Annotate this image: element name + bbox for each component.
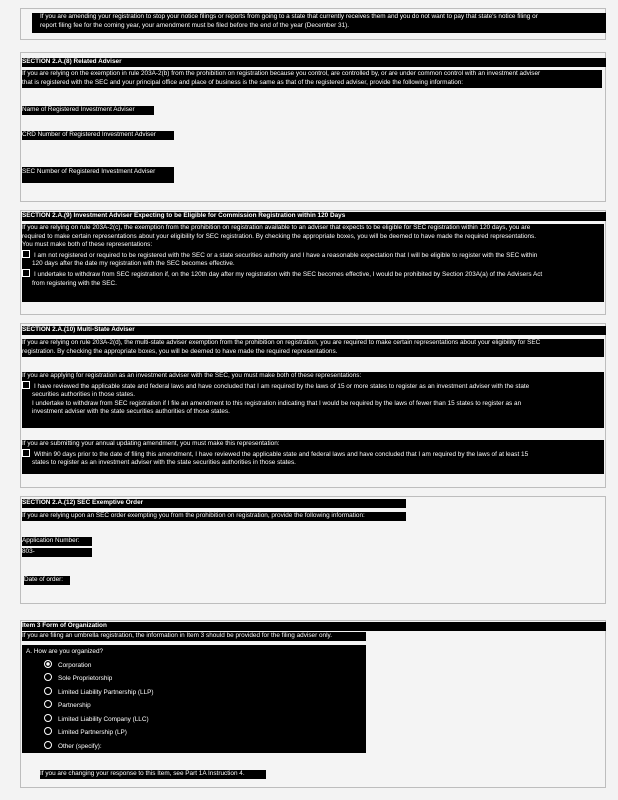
intro-line: registration. By checking the appropriate boxes, you will be deemed to have made the required representations. <box>22 347 338 355</box>
intro-line: If you are relying on rule 203A-2(d), the multi-state adviser exemption from the prohibition on registration, you are required to make certain representations about your eligibility for SEC <box>22 339 541 346</box>
intro-line: that is registered with the SEC and your principal office and place of business is the same as that of the registered adviser, provide the following information: <box>22 78 464 86</box>
sec-order-intro: If you are relying upon an SEC order exempting you from the prohibition on registration, provide the following information: <box>22 512 406 521</box>
organization-option-label: Limited Liability Company (LLC) <box>58 715 149 723</box>
radio-button[interactable] <box>44 660 52 668</box>
organization-options <box>22 659 366 754</box>
organization-body <box>22 645 366 753</box>
radio-button[interactable] <box>44 714 52 722</box>
multistate-annual <box>22 440 604 474</box>
representation-1-checkbox[interactable] <box>22 250 30 258</box>
organization-option[interactable] <box>44 672 366 686</box>
organization-option[interactable] <box>44 686 366 700</box>
applying-label: If you are applying for registration as an investment adviser with the SEC, you must make both of these representations: <box>22 372 362 379</box>
intro-line: If you are relying on the exemption in rule 203A-2(b) from the prohibition on registration because you control, are controlled by, or are under common control with an investment adviser <box>22 70 541 77</box>
top-note-line: report filing fee for the coming year, your amendment must be filed before the end of the year (December 31). <box>40 21 350 29</box>
application-number-label: Application Number: <box>22 537 92 546</box>
multistate-representation-1: I have reviewed the applicable state and federal laws and have concluded that I am required by the laws of 15 or more states to register as an investment adviser with the state <box>22 381 604 392</box>
intro-line: required to make certain representations about your eligibility for SEC registration. By checking the appropriate boxes, you will be deemed to have made the required representations. <box>22 232 537 240</box>
annual-label: If you are submitting your annual updating amendment, you must make this representation: <box>22 440 280 447</box>
expecting-representation-1: I am not registered or required to be registered with the SEC or a state securities authority and I have a reasonable expectation that I will be eligible to register with the SEC within <box>22 250 604 261</box>
top-note-line: If you are amending your registration to stop your notice filings or reports from going to a state that currently receives them and you do not want to pay that state's notice filing or <box>40 13 538 20</box>
intro-line: You must make both of these representations: <box>22 241 153 249</box>
multistate-rep-1-checkbox[interactable] <box>22 381 30 389</box>
application-number-value[interactable]: 803- <box>22 548 92 557</box>
representation-line: investment adviser with the state securities authorities of those states. <box>32 408 230 416</box>
related-adviser-crd-label: CRD Number of Registered Investment Adviser <box>22 131 174 140</box>
multistate-heading: SECTION 2.A.(10) Multi-State Adviser <box>22 326 606 335</box>
multistate-intro <box>22 339 604 357</box>
organization-option-label: Corporation <box>58 661 92 669</box>
organization-option[interactable] <box>44 699 366 713</box>
organization-option[interactable] <box>44 740 366 754</box>
multistate-applying <box>22 372 604 428</box>
representation-line: states to register as an investment adviser with the state securities authorities in those states. <box>32 459 296 467</box>
organization-intro: If you are filing an umbrella registration, the information in Item 3 should be provided for the filing adviser only. <box>22 632 366 641</box>
related-adviser-heading: SECTION 2.A.(8) Related Adviser <box>22 58 606 67</box>
multistate-representation-3: Within 90 days prior to the date of filing this amendment, I have reviewed the applicable state and federal laws and have concluded that I am required by the laws of at least 15 <box>22 449 604 460</box>
sec-order-heading: SECTION 2.A.(12) SEC Exemptive Order <box>22 499 406 508</box>
intro-line: If you are relying on rule 203A-2(c), the exemption from the prohibition on registration available to an adviser that expects to be eligible for SEC registration within 120 days, you are <box>22 224 531 231</box>
representation-2-checkbox[interactable] <box>22 269 30 277</box>
date-of-order-label: Date of order: <box>24 576 70 585</box>
representation-line: from registering with the SEC. <box>32 279 117 287</box>
organization-option-label: Other (specify): <box>58 742 102 750</box>
organization-question: A. How are you organized? <box>26 648 104 655</box>
top-note <box>32 13 606 33</box>
organization-option-label: Partnership <box>58 702 91 709</box>
radio-button[interactable] <box>44 700 52 708</box>
organization-option-label: Sole Proprietorship <box>58 675 113 682</box>
expecting-heading: SECTION 2.A.(9) Investment Adviser Expecting to be Eligible for Commission Registration within 120 Days <box>22 212 606 221</box>
related-adviser-name-label: Name of Registered Investment Adviser <box>22 106 154 115</box>
organization-heading: Item 3 Form of Organization <box>22 622 606 631</box>
radio-button[interactable] <box>44 741 52 749</box>
multistate-representation-2: I undertake to withdraw from SEC registration if I file an amendment to this registration indicating that I would be required by the laws of fewer than 15 states to register as an <box>32 399 522 407</box>
related-adviser-sec-label: SEC Number of Registered Investment Adviser <box>22 167 174 183</box>
organization-footnote: If you are changing your response to this Item, see Part 1A Instruction 4. <box>40 770 266 779</box>
radio-button[interactable] <box>44 687 52 695</box>
related-adviser-intro <box>22 70 602 88</box>
radio-button[interactable] <box>44 727 52 735</box>
radio-button[interactable] <box>44 673 52 681</box>
multistate-rep-3-checkbox[interactable] <box>22 449 30 457</box>
representation-line: securities authorities in those states. <box>32 391 136 399</box>
expecting-body <box>22 224 604 302</box>
expecting-representation-2: I undertake to withdraw from SEC registration if, on the 120th day after my registration with the SEC becomes effective, I would be prohibited by Section 203A(a) of the Advisers Act <box>22 269 604 280</box>
organization-option-label: Limited Liability Partnership (LLP) <box>58 688 154 696</box>
representation-line: 120 days after the date my registration with the SEC becomes effective. <box>32 260 235 268</box>
organization-option[interactable] <box>44 726 366 740</box>
organization-option-label: Limited Partnership (LP) <box>58 729 127 736</box>
organization-option[interactable] <box>44 713 366 727</box>
organization-option[interactable] <box>44 659 366 673</box>
